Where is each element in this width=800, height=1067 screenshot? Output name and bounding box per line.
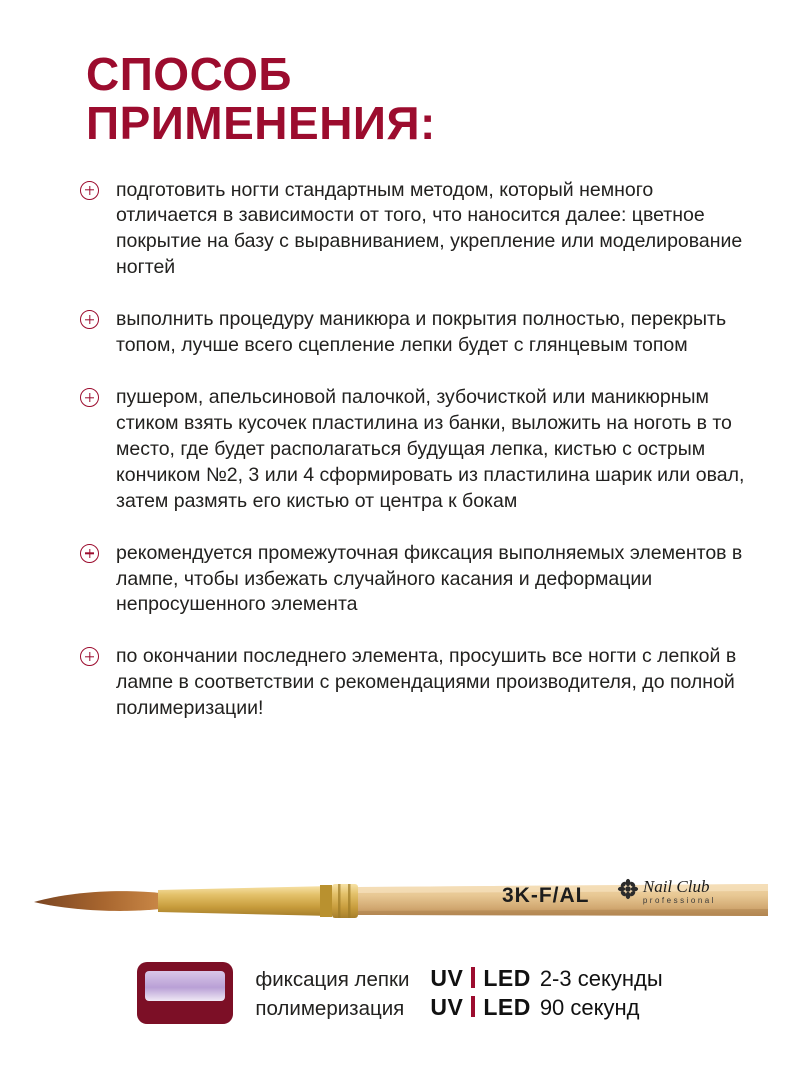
- steps-list: [40, 178, 760, 723]
- uv-lamp-icon: [137, 962, 233, 1024]
- plus-icon: [80, 310, 99, 329]
- plus-icon: [80, 544, 99, 563]
- list-item: [80, 644, 746, 722]
- curing-time: 2-3 секунды: [539, 966, 663, 991]
- curing-row: [255, 994, 662, 1021]
- led-label: LED: [483, 994, 531, 1020]
- page-title: [86, 50, 646, 148]
- divider: [471, 967, 475, 988]
- uv-label: UV: [430, 994, 464, 1020]
- brush-bristles: [34, 891, 160, 911]
- brush-code-label: 3K-F/AL: [502, 884, 590, 907]
- brush-ferrule: [158, 886, 332, 916]
- curing-label: полимеризация: [255, 997, 405, 1020]
- list-item: [80, 385, 746, 515]
- flower-icon: [617, 878, 639, 900]
- list-item: [80, 541, 746, 619]
- step-text: по окончании последнего элемента, просушить все ногти с лепкой в лампе в соответствии с рекомендациями производителя, до полной полимеризации!: [116, 645, 737, 720]
- lamp-light: [145, 971, 225, 1001]
- brand-logo: [643, 878, 716, 905]
- plus-icon: [80, 181, 99, 200]
- curing-footer: [0, 962, 800, 1024]
- step-text: выполнить процедуру маникюра и покрытия полностью, перекрыть топом, лучше всего сцепление лепки будет с глянцевым топом: [116, 308, 727, 357]
- brand-subtitle: professional: [642, 896, 716, 905]
- curing-rows: [255, 965, 662, 1021]
- plus-icon: [80, 388, 99, 407]
- divider: [471, 996, 475, 1017]
- led-label: LED: [483, 965, 531, 991]
- list-item: [80, 178, 746, 282]
- uv-label: UV: [430, 965, 464, 991]
- step-text: рекомендуется промежуточная фиксация выполняемых элементов в лампе, чтобы избежать случайного касания и деформации непросушенного элемента: [116, 541, 743, 616]
- page-title-line-2: ПРИМЕНЕНИЯ:: [86, 96, 436, 149]
- plus-icon: [80, 647, 99, 666]
- list-item: [80, 307, 746, 359]
- step-text: пушером, апельсиновой палочкой, зубочисткой или маникюрным стиком взять кусочек пластилина из банки, выложить на ноготь в то место, где будет располагаться будущая лепка, кистью с острым кончиком №2, 3 или 4 сформировать из пластилина шарик или овал, затем размять его кистью от центра к бокам: [116, 386, 745, 512]
- step-text: подготовить ногти стандартным методом, который немного отличается в зависимости от того, что наносится далее: цветное покрытие на базу с выравниванием, укрепление или моделирование ногтей: [116, 178, 743, 279]
- curing-time: 90 секунд: [539, 995, 640, 1020]
- brand-name: Nail Club: [642, 877, 710, 896]
- brush-illustration: [32, 862, 768, 940]
- curing-label: фиксация лепки: [255, 968, 410, 991]
- page-title-line-1: СПОСОБ: [86, 48, 292, 100]
- curing-row: [255, 965, 662, 992]
